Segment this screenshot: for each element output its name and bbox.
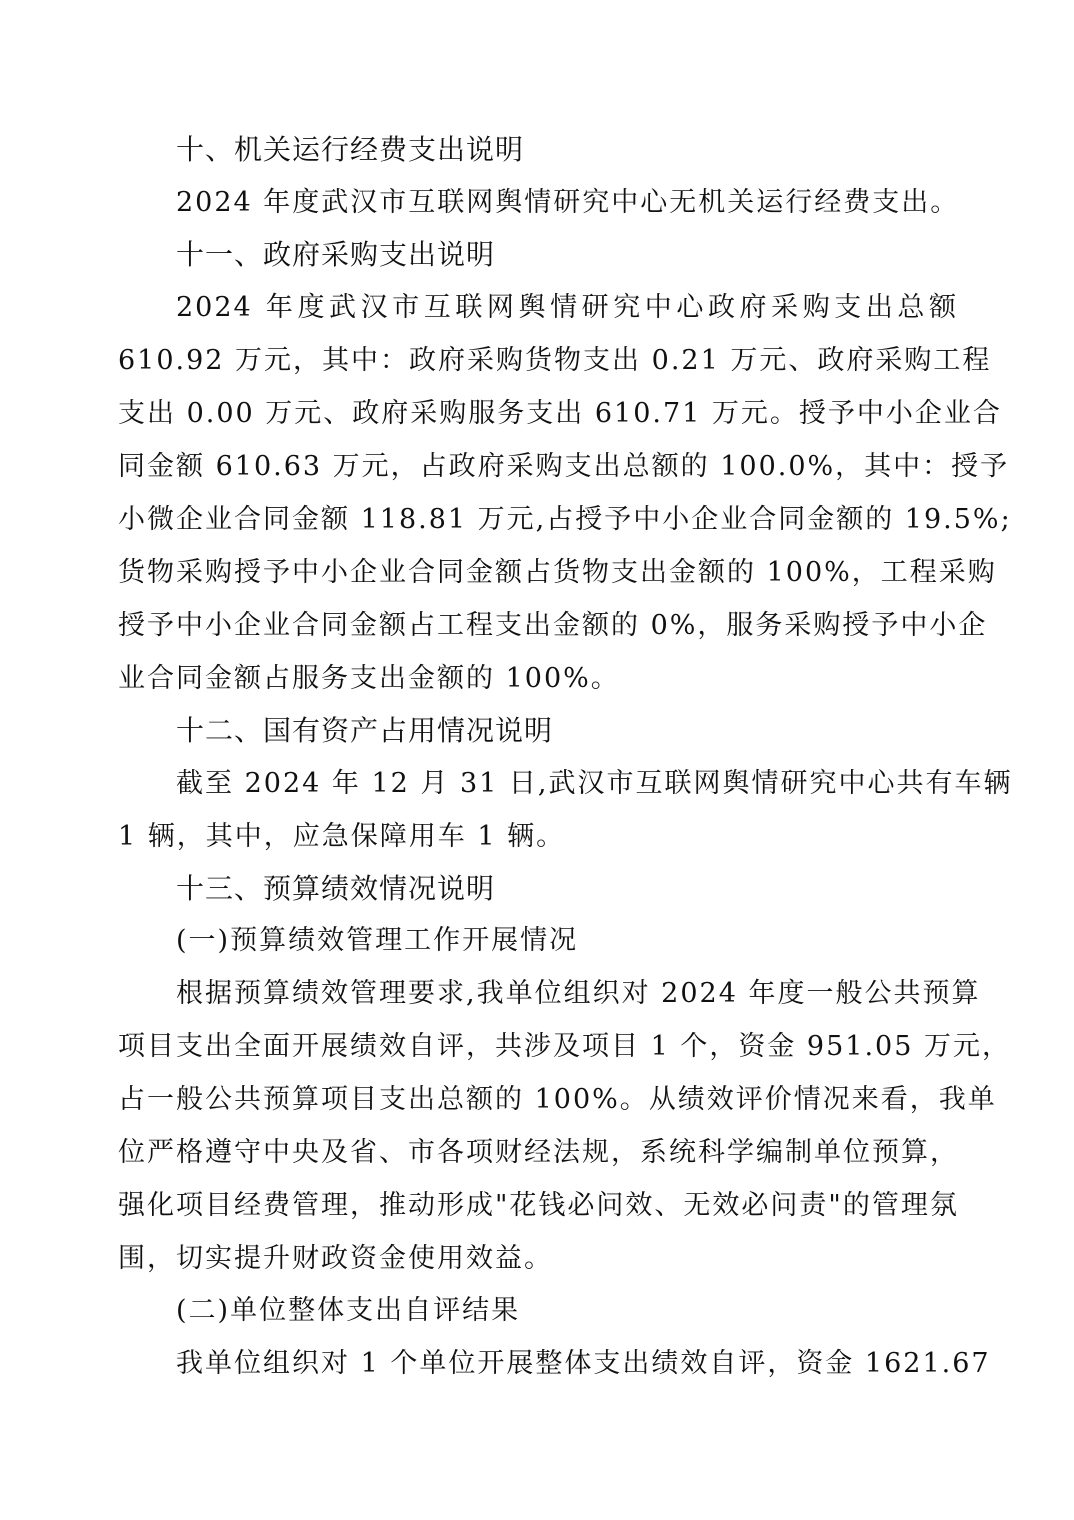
paragraph-line: 2024 年度武汉市互联网舆情研究中心政府采购支出总额 — [176, 292, 958, 323]
paragraph-line: 项目支出全面开展绩效自评，共涉及项目 1 个，资金 951.05 万元， — [118, 1031, 1011, 1062]
section-12-heading: 十二、国有资产占用情况说明 — [176, 714, 554, 747]
paragraph-line: 小微企业合同金额 118.81 万元,占授予中小企业合同金额的 19.5%; — [118, 504, 1012, 535]
paragraph-line: 同金额 610.63 万元，占政府采购支出总额的 100.0%，其中：授予 — [118, 451, 1010, 482]
paragraph-line: 支出 0.00 万元、政府采购服务支出 610.71 万元。授予中小企业合 — [118, 398, 1002, 429]
paragraph-line: 强化项目经费管理，推动形成"花钱必问效、无效必问责"的管理氛 — [118, 1190, 959, 1221]
section-11-paragraph — [118, 281, 1012, 705]
paragraph-line: 1 辆，其中，应急保障用车 1 辆。 — [118, 821, 566, 852]
section-13-sub2-paragraph — [118, 1337, 991, 1390]
document-page — [118, 124, 1013, 1390]
section-11-heading: 十一、政府采购支出说明 — [176, 238, 496, 271]
paragraph-line: 授予中小企业合同金额占工程支出金额的 0%，服务采购授予中小企 — [118, 610, 988, 641]
paragraph-line: 占一般公共预算项目支出总额的 100%。从绩效评价情况来看，我单 — [118, 1084, 997, 1115]
paragraph-line: 围，切实提升财政资金使用效益。 — [118, 1243, 553, 1274]
paragraph-line: 2024 年度武汉市互联网舆情研究中心无机关运行经费支出。 — [176, 187, 960, 218]
paragraph-line: 截至 2024 年 12 月 31 日,武汉市互联网舆情研究中心共有车辆 — [176, 768, 1013, 799]
paragraph-line: 业合同金额占服务支出金额的 100%。 — [118, 663, 620, 694]
section-10-heading: 十、机关运行经费支出说明 — [176, 133, 525, 166]
section-13-sub1-paragraph — [118, 967, 1011, 1285]
section-13-sub1-heading: (一)预算绩效管理工作开展情况 — [176, 925, 579, 956]
paragraph-line: 根据预算绩效管理要求,我单位组织对 2024 年度一般公共预算 — [176, 978, 981, 1009]
section-13-sub2-heading: (二)单位整体支出自评结果 — [176, 1295, 521, 1326]
paragraph-line: 货物采购授予中小企业合同金额占货物支出金额的 100%，工程采购 — [118, 557, 997, 588]
section-13-heading: 十三、预算绩效情况说明 — [176, 872, 496, 905]
paragraph-line: 我单位组织对 1 个单位开展整体支出绩效自评，资金 1621.67 — [176, 1348, 991, 1379]
section-12-paragraph — [118, 757, 1013, 863]
section-10-paragraph — [118, 176, 958, 229]
paragraph-line: 位严格遵守中央及省、市各项财经法规，系统科学编制单位预算， — [118, 1137, 959, 1168]
paragraph-line: 610.92 万元，其中：政府采购货物支出 0.21 万元、政府采购工程 — [118, 345, 992, 376]
